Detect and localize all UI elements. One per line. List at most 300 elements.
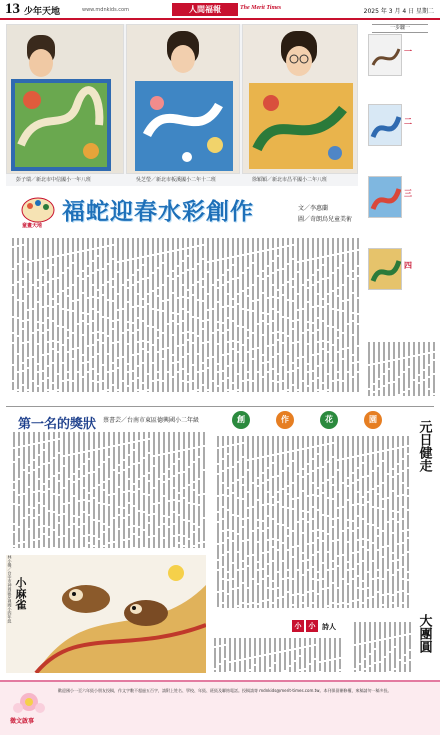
steps-title: 一步驟一: [372, 24, 428, 33]
text-line: [188, 522, 190, 538]
text-line: [302, 436, 304, 448]
text-line: [52, 364, 54, 382]
text-line: [249, 659, 251, 669]
text-line: [82, 280, 84, 292]
text-line: [262, 436, 264, 456]
text-line: [107, 283, 109, 299]
text-line: [112, 246, 114, 258]
text-line: [62, 238, 64, 254]
text-line: [87, 238, 89, 249]
text-line: [138, 528, 140, 536]
text-line: [249, 671, 251, 672]
text-line: [322, 542, 324, 562]
text-line: [404, 664, 406, 672]
text-line: [192, 296, 194, 316]
text-line: [152, 346, 154, 362]
text-line: [202, 302, 204, 320]
text-line: [272, 238, 274, 248]
text-line: [148, 516, 150, 522]
text-line: [327, 553, 329, 569]
text-line: [312, 276, 314, 284]
text-line: [172, 252, 174, 270]
text-line: [52, 258, 54, 264]
text-line: [132, 238, 134, 258]
text-line: [47, 355, 49, 365]
text-line: [428, 354, 430, 364]
text-line: [33, 471, 35, 491]
text-line: [309, 647, 311, 663]
text-line: [292, 330, 294, 342]
text-line: [72, 254, 74, 262]
text-line: [98, 504, 100, 520]
text-line: [143, 441, 145, 457]
student-photos: [6, 24, 358, 186]
text-line: [173, 489, 175, 499]
text-line: [277, 525, 279, 539]
text-line: [402, 496, 404, 506]
text-line: [47, 283, 49, 293]
text-line: [178, 544, 180, 548]
text-line: [377, 551, 379, 569]
text-line: [352, 522, 354, 530]
text-line: [312, 556, 314, 566]
text-line: [137, 238, 139, 257]
text-line: [142, 266, 144, 278]
text-line: [127, 323, 129, 329]
text-line: [282, 296, 284, 316]
text-line: [357, 565, 359, 575]
text-line: [342, 460, 344, 482]
text-line: [234, 638, 236, 660]
text-line: [87, 299, 89, 313]
text-line: [87, 277, 89, 297]
text-line: [397, 571, 399, 591]
text-line: [347, 571, 349, 583]
text-line: [388, 370, 390, 382]
text-line: [128, 468, 130, 478]
text-line: [242, 486, 244, 498]
text-line: [332, 382, 334, 392]
text-line: [142, 238, 144, 256]
text-line: [302, 358, 304, 380]
text-line: [403, 393, 405, 396]
text-line: [387, 523, 389, 545]
text-line: [173, 525, 175, 535]
poem-body: [350, 620, 412, 676]
text-line: [267, 267, 269, 275]
text-line: [73, 497, 75, 515]
text-line: [67, 353, 69, 371]
text-line: [322, 484, 324, 492]
text-line: [28, 466, 30, 472]
text-line: [404, 636, 406, 654]
text-line: [222, 460, 224, 470]
text-line: [254, 638, 256, 656]
text-line: [297, 523, 299, 545]
text-line: [222, 544, 224, 554]
text-line: [227, 319, 229, 329]
text-line: [282, 238, 284, 246]
text-line: [342, 334, 344, 348]
text-line: [262, 356, 264, 362]
text-line: [267, 299, 269, 313]
text-line: [287, 238, 289, 245]
text-line: [137, 331, 139, 341]
text-line: [332, 562, 334, 568]
text-line: [12, 270, 14, 284]
text-line: [402, 544, 404, 554]
text-line: [137, 307, 139, 317]
text-line: [267, 251, 269, 265]
text-line: [227, 497, 229, 509]
article-title: 福蛇迎春水彩創作: [62, 198, 254, 225]
text-line: [188, 504, 190, 520]
text-line: [207, 343, 209, 357]
text-line: [322, 436, 324, 444]
text-line: [227, 391, 229, 392]
text-line: [257, 563, 259, 569]
text-line: [267, 529, 269, 539]
text-line: [347, 373, 349, 392]
text-line: [12, 366, 14, 380]
text-line: [232, 436, 234, 444]
text-line: [287, 579, 289, 591]
text-line: [72, 302, 74, 310]
site-url[interactable]: www.mdnkids.com: [82, 7, 129, 13]
text-line: [327, 571, 329, 587]
text-line: [272, 590, 274, 602]
text-line: [73, 475, 75, 481]
text-line: [327, 589, 329, 605]
text-line: [317, 573, 319, 579]
text-line: [153, 467, 155, 487]
text-line: [88, 474, 90, 492]
text-line: [352, 580, 354, 600]
text-line: [183, 432, 185, 449]
text-line: [27, 295, 29, 309]
text-line: [292, 322, 294, 328]
text-line: [152, 292, 154, 308]
text-line: [407, 436, 409, 445]
text-line: [22, 344, 24, 362]
text-line: [87, 325, 89, 345]
text-line: [203, 471, 205, 493]
text-line: [102, 248, 104, 268]
text-line: [48, 538, 50, 548]
text-line: [373, 393, 375, 396]
text-line: [107, 238, 109, 245]
text-line: [367, 436, 369, 453]
text-line: [147, 375, 149, 389]
text-line: [277, 589, 279, 597]
poem-title: 元日健走: [416, 420, 432, 472]
text-line: [262, 532, 264, 552]
text-line: [277, 503, 279, 523]
story-title: 第一名的獎狀: [18, 417, 97, 432]
text-line: [38, 456, 40, 466]
text-line: [407, 539, 409, 551]
text-line: [267, 541, 269, 551]
text-line: [277, 573, 279, 587]
text-line: [13, 432, 15, 447]
text-line: [222, 382, 224, 392]
text-line: [38, 528, 40, 538]
text-line: [287, 283, 289, 299]
submission-label: 徵文啟事: [10, 718, 35, 725]
banner-char: 小: [292, 620, 304, 632]
text-line: [118, 466, 120, 472]
text-line: [88, 536, 90, 542]
text-line: [172, 238, 174, 250]
text-line: [402, 460, 404, 470]
text-line: [197, 337, 199, 353]
text-line: [173, 477, 175, 487]
text-line: [202, 364, 204, 370]
children-art-badge: [20, 196, 56, 230]
text-line: [342, 286, 344, 300]
masthead-logo-en: The Merit Times: [240, 5, 282, 11]
text-line: [392, 450, 394, 468]
text-line: [252, 484, 254, 506]
text-line: [193, 547, 195, 548]
text-line: [148, 474, 150, 480]
text-line: [37, 373, 39, 385]
text-line: [63, 505, 65, 513]
text-line: [222, 568, 224, 578]
text-line: [267, 565, 269, 575]
text-line: [274, 664, 276, 672]
text-line: [197, 238, 199, 245]
text-line: [157, 353, 159, 371]
step-number: 四: [404, 261, 412, 270]
text-line: [107, 373, 109, 389]
text-line: [337, 509, 339, 517]
text-line: [272, 250, 274, 260]
text-line: [214, 638, 216, 646]
text-line: [312, 592, 314, 602]
text-line: [103, 547, 105, 548]
text-line: [222, 260, 224, 274]
text-line: [337, 381, 339, 392]
text-line: [297, 295, 299, 309]
text-line: [53, 459, 55, 475]
text-line: [163, 455, 165, 473]
text-line: [232, 590, 234, 608]
text-line: [262, 336, 264, 354]
text-line: [127, 303, 129, 321]
text-line: [257, 543, 259, 561]
text-line: [357, 469, 359, 479]
text-line: [23, 495, 25, 517]
text-line: [93, 473, 95, 487]
text-line: [122, 310, 124, 332]
photo-caption: 徐穎穎／新北市昌平國小二年八班: [252, 177, 328, 183]
text-line: [197, 319, 199, 335]
text-line: [92, 370, 94, 380]
text-line: [227, 489, 229, 495]
text-line: [172, 378, 174, 392]
text-line: [37, 365, 39, 371]
text-line: [272, 520, 274, 538]
text-line: [382, 558, 384, 578]
text-line: [63, 515, 65, 535]
text-line: [364, 670, 366, 672]
text-line: [332, 346, 334, 362]
text-line: [369, 667, 371, 672]
text-line: [217, 436, 219, 447]
text-line: [88, 494, 90, 500]
text-line: [12, 248, 14, 268]
text-line: [168, 480, 170, 500]
text-line: [87, 251, 89, 265]
text-line: [362, 456, 364, 462]
text-line: [17, 238, 19, 245]
text-line: [132, 356, 134, 370]
text-line: [397, 436, 399, 447]
text-line: [252, 556, 254, 578]
text-line: [167, 301, 169, 323]
text-line: [337, 589, 339, 603]
text-line: [287, 551, 289, 569]
text-line: [277, 271, 279, 289]
text-line: [312, 324, 314, 332]
text-line: [87, 373, 89, 392]
text-line: [37, 281, 39, 287]
article-body: [10, 236, 360, 396]
text-line: [332, 292, 334, 308]
text-line: [108, 544, 110, 548]
text-line: [217, 561, 219, 569]
text-line: [332, 238, 334, 254]
text-line: [187, 271, 189, 289]
text-line: [394, 622, 396, 636]
text-line: [212, 262, 214, 284]
text-line: [302, 554, 304, 560]
text-line: [367, 455, 369, 475]
text-line: [428, 378, 430, 388]
text-line: [113, 543, 115, 548]
text-line: [247, 519, 249, 539]
text-line: [307, 387, 309, 392]
text-line: [327, 517, 329, 533]
text-line: [237, 238, 239, 255]
text-line: [147, 353, 149, 373]
text-line: [282, 562, 284, 578]
text-line: [23, 432, 25, 445]
text-line: [237, 607, 239, 608]
text-line: [58, 440, 60, 452]
step-number: 一: [404, 47, 412, 56]
text-line: [48, 490, 50, 510]
text-line: [83, 453, 85, 463]
text-line: [292, 260, 294, 278]
text-line: [202, 280, 204, 286]
text-line: [312, 568, 314, 578]
text-line: [217, 261, 219, 279]
text-line: [98, 450, 100, 466]
text-line: [284, 652, 286, 670]
text-line: [327, 481, 329, 497]
text-line: [147, 327, 149, 341]
text-line: [302, 534, 304, 552]
text-line: [402, 520, 404, 530]
text-line: [98, 486, 100, 502]
text-line: [43, 535, 45, 547]
text-line: [237, 353, 239, 373]
text-line: [38, 540, 40, 548]
text-line: [262, 378, 264, 392]
text-line: [317, 271, 319, 281]
text-line: [337, 269, 339, 287]
text-line: [229, 663, 231, 671]
text-line: [192, 238, 194, 246]
text-line: [183, 451, 185, 471]
text-line: [128, 492, 130, 502]
text-line: [377, 453, 379, 465]
text-line: [392, 470, 394, 476]
story-body: [10, 430, 206, 552]
text-line: [43, 443, 45, 449]
text-line: [252, 360, 254, 380]
text-line: [359, 622, 361, 643]
text-line: [257, 253, 259, 275]
text-line: [259, 638, 261, 655]
text-line: [92, 298, 94, 308]
text-line: [337, 471, 339, 491]
text-line: [38, 492, 40, 502]
text-line: [123, 519, 125, 539]
text-line: [242, 238, 244, 254]
text-line: [237, 343, 239, 351]
text-line: [287, 301, 289, 317]
text-line: [247, 255, 249, 267]
text-line: [257, 373, 259, 392]
text-line: [397, 475, 399, 495]
text-line: [383, 363, 385, 373]
text-line: [193, 505, 195, 523]
text-line: [222, 484, 224, 494]
text-line: [332, 528, 334, 540]
text-line: [378, 380, 380, 388]
text-line: [138, 464, 140, 478]
text-line: [334, 638, 336, 658]
text-line: [259, 657, 261, 672]
text-line: [22, 260, 24, 278]
text-line: [379, 663, 381, 672]
text-line: [112, 302, 114, 320]
text-line: [58, 516, 60, 522]
text-line: [297, 475, 299, 497]
text-line: [177, 299, 179, 313]
text-line: [377, 571, 379, 577]
text-line: [198, 458, 200, 478]
text-line: [112, 330, 114, 342]
text-line: [207, 263, 209, 271]
text-line: [53, 432, 55, 439]
text-line: [113, 447, 115, 469]
text-line: [282, 580, 284, 596]
text-line: [122, 262, 124, 284]
text-line: [157, 331, 159, 337]
garden-body: [212, 434, 410, 612]
text-line: [369, 655, 371, 665]
text-line: [27, 343, 29, 357]
text-line: [342, 436, 344, 458]
text-line: [73, 483, 75, 495]
text-line: [143, 531, 145, 547]
text-line: [178, 452, 180, 458]
text-line: [173, 537, 175, 547]
